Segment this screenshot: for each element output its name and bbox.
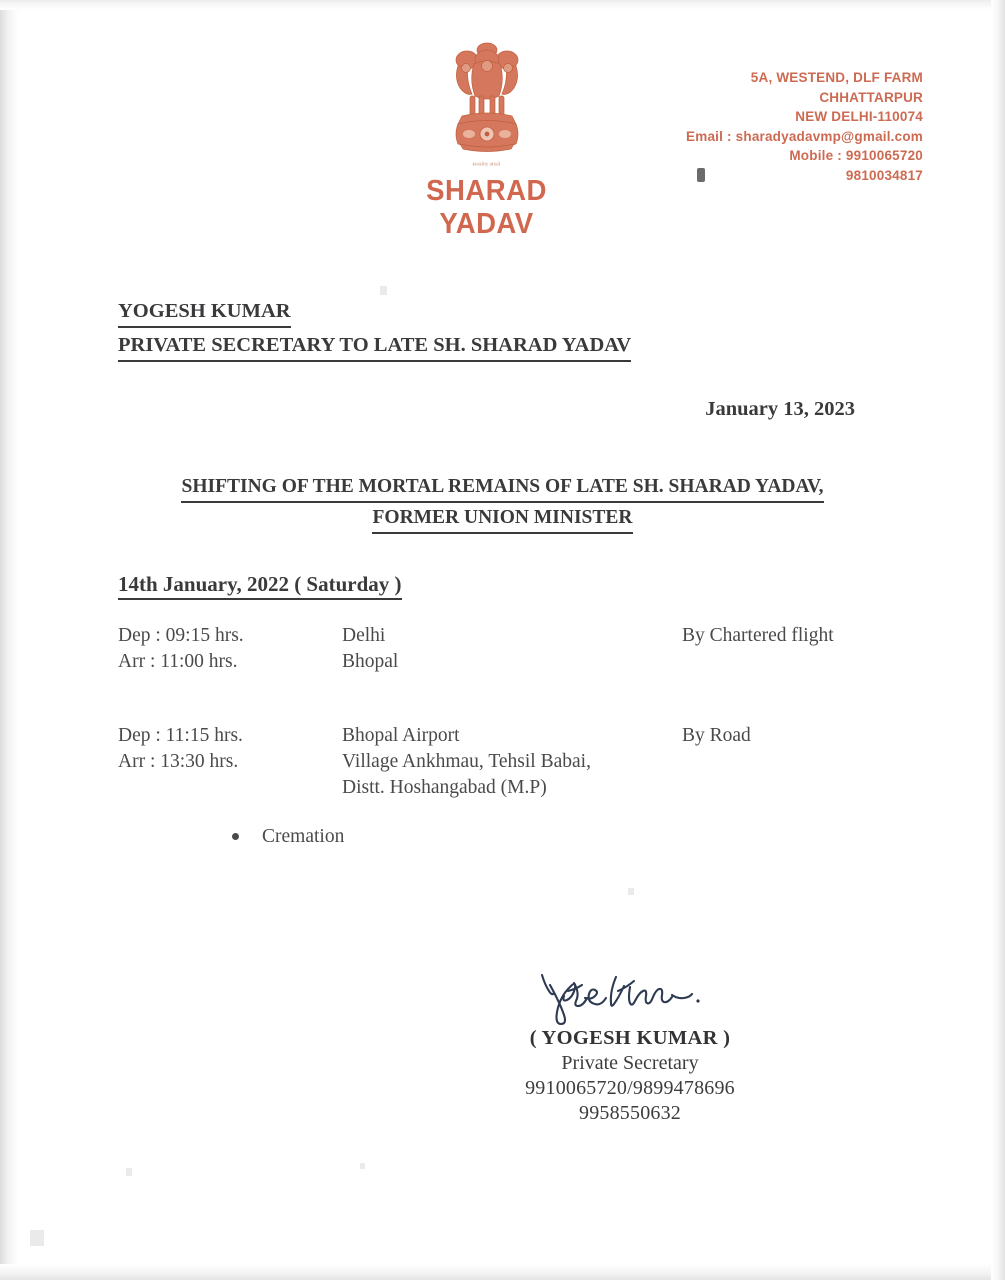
bullet-dot-icon <box>232 833 239 840</box>
itinerary-leg <box>118 623 945 675</box>
itinerary-date-heading-text: 14th January, 2022 ( Saturday ) <box>118 572 402 600</box>
contact-details <box>686 68 923 185</box>
letter-date: January 13, 2023 <box>705 398 855 420</box>
subject-line-1: SHIFTING OF THE MORTAL REMAINS OF LATE SH. SHARAD YADAV, <box>181 474 823 503</box>
itinerary-departure-row <box>118 723 945 749</box>
ashoka-lion-capital-emblem-icon <box>384 38 589 161</box>
itinerary-leg <box>118 723 945 801</box>
signatory-phones-line-1: 9910065720/9899478696 <box>525 1077 735 1099</box>
arrival-place: Bhopal <box>342 651 399 672</box>
contact-address-line-2: CHHATTARPUR <box>819 89 923 105</box>
signatory-phones-line-2: 9958550632 <box>579 1102 681 1124</box>
scan-speckle <box>126 1168 132 1176</box>
handwritten-signature-icon <box>455 965 805 1027</box>
addressee-designation: PRIVATE SECRETARY TO LATE SH. SHARAD YADAV <box>118 331 631 362</box>
signature-block <box>455 965 805 1125</box>
addressee-designation-row <box>118 331 631 362</box>
contact-address-line-3: NEW DELHI-110074 <box>795 109 923 124</box>
arrival-time: Arr : 11:00 hrs. <box>118 651 238 672</box>
letter-subject <box>0 474 1005 534</box>
itinerary-bullet-item <box>232 824 344 850</box>
scan-edge-bottom <box>0 1264 1005 1280</box>
signatory-name: ( YOGESH KUMAR ) <box>529 1027 731 1049</box>
subject-line-1-row <box>0 474 1005 503</box>
arrival-place-continued: Distt. Hoshangabad (M.P) <box>342 777 547 798</box>
scan-speckle <box>380 286 387 295</box>
itinerary-arrival-row <box>118 749 945 775</box>
itinerary-arrival-row <box>118 649 945 675</box>
addressee-block <box>118 297 631 362</box>
signatory-title: Private Secretary <box>561 1052 699 1074</box>
emblem-motto: सत्यमेव जयते <box>472 162 501 168</box>
scan-speckle <box>628 888 634 895</box>
scan-ink-blot <box>697 168 705 182</box>
addressee-name-row <box>118 297 631 328</box>
travel-mode: By Chartered flight <box>682 625 834 646</box>
arrival-time: Arr : 13:30 hrs. <box>118 751 239 772</box>
departure-place: Delhi <box>342 625 386 646</box>
departure-time: Dep : 09:15 hrs. <box>118 625 244 646</box>
itinerary-bullet-label: Cremation <box>262 826 345 847</box>
subject-line-2-row <box>0 505 1005 534</box>
letterhead <box>0 0 1005 240</box>
contact-mobile-secondary-value: 9810034817 <box>845 167 923 183</box>
scan-speckle <box>30 1230 44 1246</box>
contact-address-line-1: 5A, WESTEND, DLF FARM <box>750 70 923 85</box>
contact-mobile-secondary <box>686 166 923 186</box>
itinerary-departure-row <box>118 623 945 649</box>
addressee-name: YOGESH KUMAR <box>118 297 291 328</box>
itinerary-date-heading <box>118 572 402 600</box>
contact-email: Email : sharadyadavmp@gmail.com <box>686 128 923 144</box>
subject-line-2: FORMER UNION MINISTER <box>372 505 632 534</box>
scan-speckle <box>360 1163 365 1169</box>
travel-mode: By Road <box>682 725 751 746</box>
departure-place: Bhopal Airport <box>342 725 460 746</box>
letterhead-identity <box>384 38 589 241</box>
departure-time: Dep : 11:15 hrs. <box>118 725 243 746</box>
arrival-place: Village Ankhmau, Tehsil Babai, <box>342 751 591 772</box>
itinerary-arrival-row-continued <box>118 775 945 801</box>
contact-mobile-primary: Mobile : 9910065720 <box>789 148 923 163</box>
letterhead-title: SHARAD YADAV <box>426 175 547 240</box>
